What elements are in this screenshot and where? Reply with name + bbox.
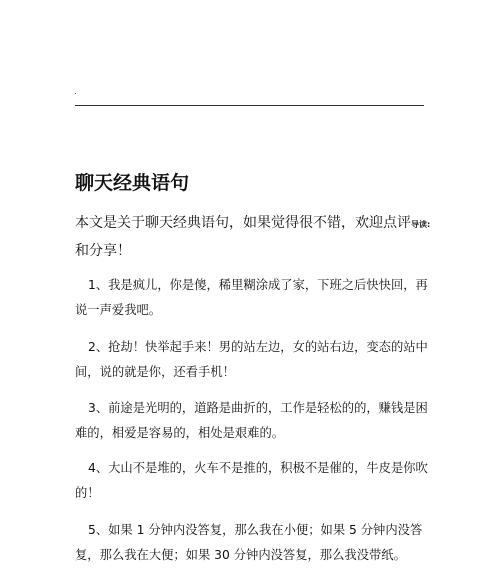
list-item-4 [75, 456, 437, 506]
list-item-text: 大山不是堆的，火车不是推的，积极不是催的，牛皮是你吹的！ [75, 461, 428, 500]
header-divider [75, 105, 424, 106]
list-item-5 [75, 518, 437, 568]
list-item-number: 1、 [88, 278, 109, 292]
header-mark [75, 93, 76, 94]
list-item-text: 抢劫！快举起手来！男的站左边，女的站右边，变态的站中间，说的就是你，还看手机！ [75, 340, 428, 379]
list-item-3 [75, 396, 437, 446]
list-item-number: 5、 [88, 523, 109, 537]
list-item-2 [75, 335, 437, 385]
list-item-number: 3、 [88, 401, 109, 415]
intro-end-text: 和分享！ [75, 243, 131, 259]
list-item-1 [75, 273, 437, 323]
intro-main-text: 本文是关于聊天经典语句，如果觉得很不错，欢迎点评 [75, 215, 411, 231]
intro-paragraph [75, 210, 435, 264]
list-item-text: 前途是光明的，道路是曲折的，工作是轻松的的，赚钱是困难的，相爱是容易的，相处是艰难的。 [75, 401, 428, 440]
page-title: 聊天经典语句 [75, 172, 190, 194]
list-item-text: 如果 1 分钟内没答复，那么我在小便；如果 5 分钟内没答复，那么我在大便；如果 30 分钟内没答复，那么我没带纸。 [75, 523, 423, 562]
intro-small-label: 导读: [411, 220, 431, 229]
list-item-text: 我是疯儿，你是傻，稀里糊涂成了家，下班之后快快回，再说一声爱我吧。 [75, 278, 428, 317]
list-item-number: 2、 [88, 340, 109, 354]
list-item-number: 4、 [88, 461, 109, 475]
